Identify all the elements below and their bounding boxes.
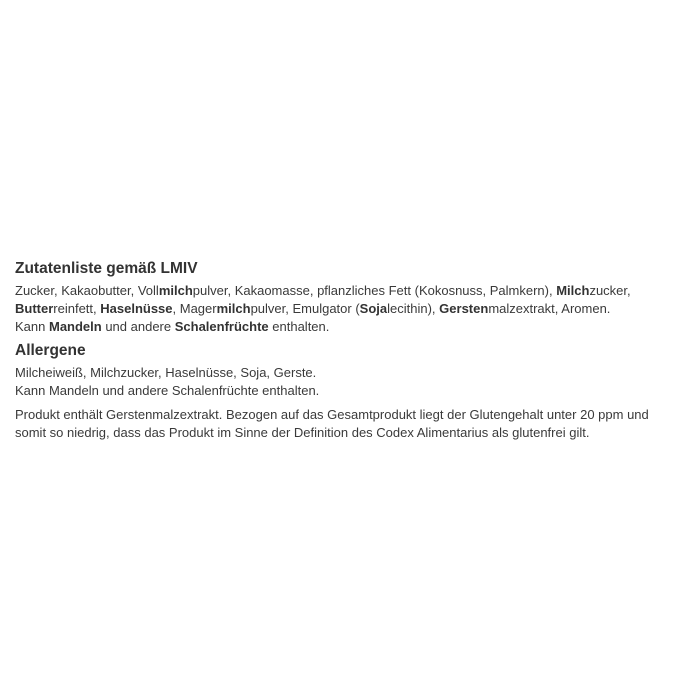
- ingredients-heading: Zutatenliste gemäß LMIV: [15, 260, 198, 277]
- allergens-heading: Allergene: [15, 342, 86, 359]
- ingredients-text: Zucker, Kakaobutter, Vollmilchpulver, Kakaomasse, pflanzliches Fett (Kokosnuss, Palmkern), Milchzucker, Butterreinfett, Haselnüsse, Magermilchpulver, Emulgator (Sojalecithin), Gerstenmalzextrakt, Aromen. Kann Mandeln und andere Schalenfrüchte enthalten.: [15, 283, 631, 334]
- product-info-text-block: [15, 259, 693, 442]
- gluten-note-text: Produkt enthält Gerstenmalzextrakt. Bezogen auf das Gesamtprodukt liegt der Glutengehalt unter 20 ppm und somit so niedrig, dass das Produkt im Sinne der Definition des Codex Alimentarius als glutenfrei gilt.: [15, 407, 649, 440]
- allergens-text: Milcheiweiß, Milchzucker, Haselnüsse, Soja, Gerste. Kann Mandeln und andere Schalenfrüchte enthalten.: [15, 365, 320, 398]
